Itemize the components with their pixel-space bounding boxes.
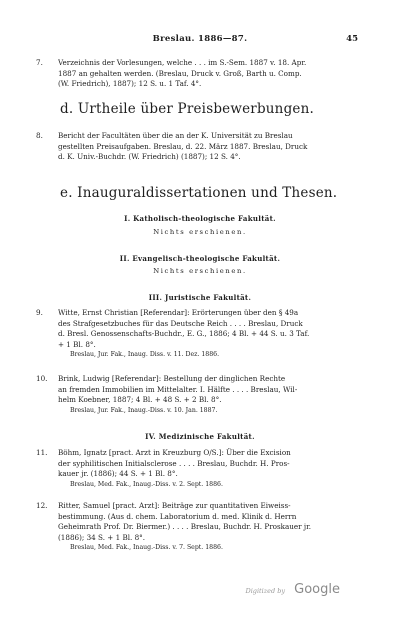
section-heading-e: e. Inauguraldissertationen und Thesen.	[60, 185, 338, 201]
faculty-heading: IV. Medizinische Fakultät.	[145, 432, 255, 441]
entry-number: 10.	[36, 374, 48, 383]
nothing-published-note: Nichts erschienen.	[153, 228, 247, 236]
entry-line: gestellten Preisaufgaben. Breslau, d. 22. März 1887. Breslau, Druck	[58, 141, 308, 151]
dissertation-note: Breslau, Med. Fak., Inaug.-Diss. v. 2. Sept. 1886.	[70, 480, 223, 488]
nothing-published-note: Nichts erschienen.	[153, 267, 247, 275]
entry-text	[58, 58, 366, 90]
entry-line: Bericht der Facultäten über die an der K. Universität zu Breslau	[58, 131, 293, 140]
entry-line: Verzeichnis der Vorlesungen, welche . . . im S.-Sem. 1887 v. 18. Apr.	[58, 58, 307, 67]
entry-line: Ritter, Samuel [pract. Arzt]: Beiträge zur quantitativen Eiweiss-	[58, 501, 291, 510]
google-watermark	[246, 578, 341, 597]
entry-line: helm Koebner, 1887; 4 Bl. + 48 S. + 2 Bl. 8°.	[58, 395, 222, 405]
faculty-heading: I. Katholisch-theologische Fakultät.	[124, 214, 276, 223]
entry-line: d. K. Univ.-Buchdr. (W. Friedrich) (1887); 12 S. 4°.	[58, 152, 241, 162]
entry-line: des Strafgesetzbuches für das Deutsche Reich . . . . Breslau, Druck	[58, 318, 303, 328]
entry-number: 8.	[36, 131, 43, 140]
entry-text	[58, 131, 366, 163]
bibliography-entry	[36, 131, 366, 163]
bibliography-entry	[36, 58, 366, 90]
entry-text	[58, 374, 366, 416]
entry-line: Brink, Ludwig [Referendar]: Bestellung der dinglichen Rechte	[58, 374, 286, 383]
entry-number: 7.	[36, 58, 43, 67]
entry-text	[58, 308, 366, 361]
bibliography-entry	[36, 501, 366, 554]
entry-line: Geheimrath Prof. Dr. Biermer.) . . . . Breslau, Buchdr. H. Proskauer jr.	[58, 522, 312, 532]
faculty-heading: II. Evangelisch-theologische Fakultät.	[119, 254, 281, 263]
bibliography-entry	[36, 374, 366, 416]
dissertation-note: Breslau, Jur. Fak., Inaug.-Diss. v. 10. Jan. 1887.	[70, 406, 218, 414]
entry-line: (1886); 34 S. + 1 Bl. 8°.	[58, 532, 146, 542]
entry-number: 11.	[36, 448, 48, 457]
entry-line: bestimmung. (Aus d. chem. Laboratorium d. med. Klinik d. Herrn	[58, 511, 297, 521]
entry-line: (W. Friedrich), 1887); 12 S. u. 1 Taf. 4°.	[58, 79, 202, 89]
entry-line: an fremden Immobilien im Mittelalter. I. Hälfte . . . . Breslau, Wil-	[58, 384, 298, 394]
page-header	[0, 34, 400, 48]
watermark-prefix: Digitized by	[245, 587, 286, 595]
entry-line: der syphilitischen Initialsclerose . . . . Breslau, Buchdr. H. Pros-	[58, 458, 290, 468]
entry-line: Böhm, Ignatz [pract. Arzt in Kreuzburg O/S.]: Über die Excision	[58, 448, 291, 457]
dissertation-note: Breslau, Jur. Fak., Inaug. Diss. v. 11. Dez. 1886.	[70, 351, 220, 359]
faculty-heading: III. Juristische Fakultät.	[148, 293, 252, 302]
running-title: Breslau. 1886—87.	[152, 34, 248, 44]
bibliography-entry	[36, 448, 366, 490]
entry-line: d. Bresl. Genossenschafts-Buchdr., E. G., 1886; 4 Bl. + 44 S. u. 3 Taf.	[58, 329, 310, 339]
entry-text	[58, 501, 366, 554]
entry-line: + 1 Bl. 8°.	[58, 339, 96, 349]
entry-line: kauer jr. (1886); 44 S. + 1 Bl. 8°.	[58, 469, 178, 479]
dissertation-note: Breslau, Med. Fak., Inaug.-Diss. v. 7. Sept. 1886.	[70, 544, 223, 552]
entry-number: 9.	[36, 308, 43, 317]
entry-line: 1887 an gehalten werden. (Breslau, Druck v. Groß, Barth u. Comp.	[58, 68, 302, 78]
section-heading-d: d. Urtheile über Preisbewerbungen.	[60, 101, 314, 117]
entry-line: Witte, Ernst Christian [Referendar]: Erörterungen über den § 49a	[58, 308, 299, 317]
bibliography-entry	[36, 308, 366, 361]
page-number: 45	[346, 34, 358, 44]
entry-text	[58, 448, 366, 490]
google-logo: Google	[294, 582, 340, 597]
entry-number: 12.	[36, 501, 48, 510]
